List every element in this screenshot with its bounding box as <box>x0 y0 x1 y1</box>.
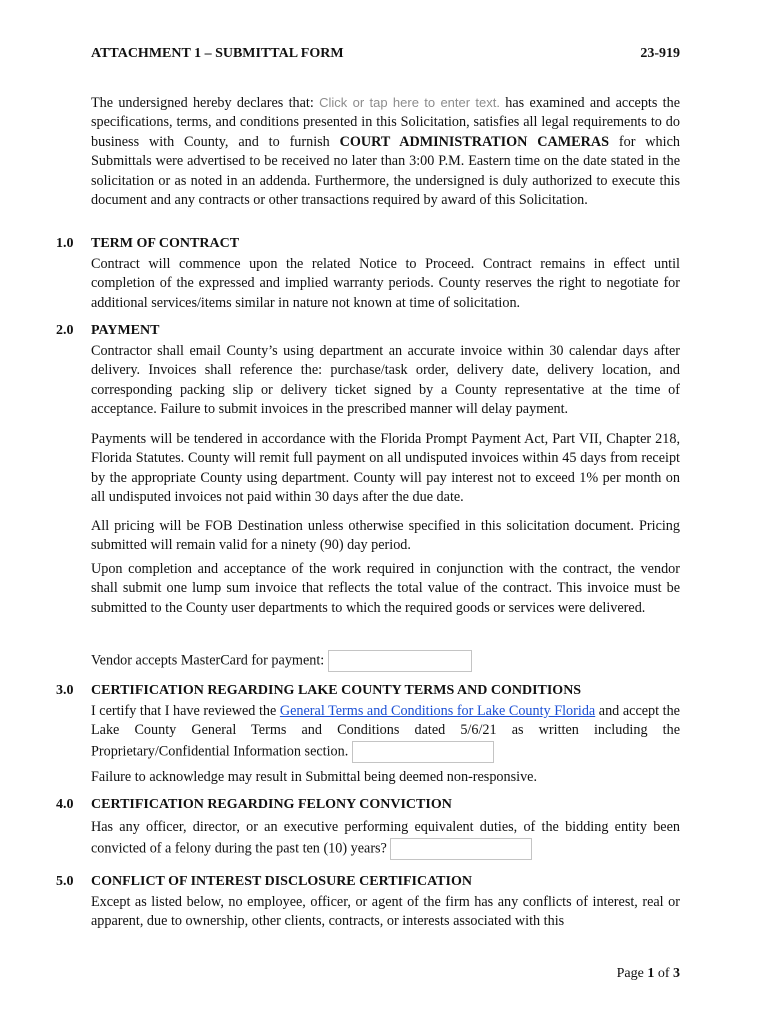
mastercard-row <box>91 650 680 672</box>
name-entry-field[interactable]: Click or tap here to enter text. <box>319 95 500 110</box>
form-title: ATTACHMENT 1 – SUBMITTAL FORM <box>91 46 344 61</box>
payment-paragraph-2: Payments will be tendered in accordance with the Florida Prompt Payment Act, Part VII, Chapter 218, Florida Statutes. County will remit full payment on all undisputed invoices within 45 days from receipt by the appropriate County using department. County will pay interest not to exceed 1% per month on all undisputed invoices not paid within 30 days after the due date. <box>91 431 680 506</box>
conflict-paragraph: Except as listed below, no employee, officer, or agent of the firm has any conflicts of interest, real or apparent, due to ownership, other clients, contracts, or interests associated with this <box>91 894 680 930</box>
terms-acknowledge-input[interactable] <box>352 741 494 763</box>
section-title: CONFLICT OF INTEREST DISCLOSURE CERTIFICATION <box>91 874 472 889</box>
terms-certification-paragraph: I certify that I have reviewed the General Terms and Conditions for Lake County Florida and accept the Lake County General Terms and Conditions dated 5/6/21 as written including the Proprietary/Confidential Information section. <box>91 702 680 763</box>
section-title: CERTIFICATION REGARDING FELONY CONVICTION <box>91 797 452 812</box>
intro-paragraph: The undersigned hereby declares that: Click or tap here to enter text. has examined and accepts the specifications, terms, and conditions presented in this Solicitation, satisfies all legal requirements to do business with County, and to furnish COURT ADMINISTRATION CAMERAS for which Submittals were advertised to be received no later than 3:00 P.M. Eastern time on the date stated in the solicitation or as noted in an addenda. Furthermore, the undersigned is duly authorized to execute this document and any contracts or other transactions required by award of this Solicitation. <box>91 95 680 209</box>
acknowledge-warning: Failure to acknowledge may result in Submittal being deemed non-responsive. <box>91 769 538 785</box>
section-number: 2.0 <box>56 323 74 338</box>
payment-paragraph-4: Upon completion and acceptance of the work required in conjunction with the contract, the vendor shall submit one lump sum invoice that reflects the total value of the contract. This invoice must be submitted to the County user departments to which the required goods or services were delivered. <box>91 561 680 616</box>
mastercard-input[interactable] <box>328 650 472 672</box>
solicitation-number: 23-919 <box>640 46 680 61</box>
mastercard-label: Vendor accepts MasterCard for payment: <box>91 652 325 669</box>
section-number: 4.0 <box>56 797 74 812</box>
section-title: TERM OF CONTRACT <box>91 236 240 251</box>
felony-paragraph: Has any officer, director, or an executive performing equivalent duties, of the bidding entity been convicted of a felony during the past ten (10) years? <box>91 817 680 860</box>
product-name: COURT ADMINISTRATION CAMERAS <box>339 133 610 150</box>
payment-paragraph-3: All pricing will be FOB Destination unless otherwise specified in this solicitation document. Pricing submitted will remain valid for a ninety (90) day period. <box>91 518 680 554</box>
section-number: 5.0 <box>56 874 74 889</box>
page-header <box>91 46 680 62</box>
section-title: PAYMENT <box>91 323 160 338</box>
felony-answer-input[interactable] <box>390 838 532 860</box>
section-number: 1.0 <box>56 236 74 251</box>
term-paragraph: Contract will commence upon the related Notice to Proceed. Contract remains in effect until completion of the expressed and implied warranty periods. County reserves the right to negotiate for additional services/items similar in nature not known at time of solicitation. <box>91 256 680 311</box>
section-number: 3.0 <box>56 683 74 698</box>
general-terms-link[interactable]: General Terms and Conditions for Lake County Florida <box>279 703 596 719</box>
page-number: Page 1 of 3 <box>616 966 680 981</box>
payment-paragraph-1: Contractor shall email County’s using department an accurate invoice within 30 calendar days after delivery. Invoices shall reference the: purchase/task order, delivery date, delivery location, and corresponding packing slip or delivery ticket signed by a County representative at the time of acceptance. Failure to submit invoices in the prescribed manner will delay payment. <box>91 343 680 418</box>
section-title: CERTIFICATION REGARDING LAKE COUNTY TERMS AND CONDITIONS <box>91 683 582 698</box>
